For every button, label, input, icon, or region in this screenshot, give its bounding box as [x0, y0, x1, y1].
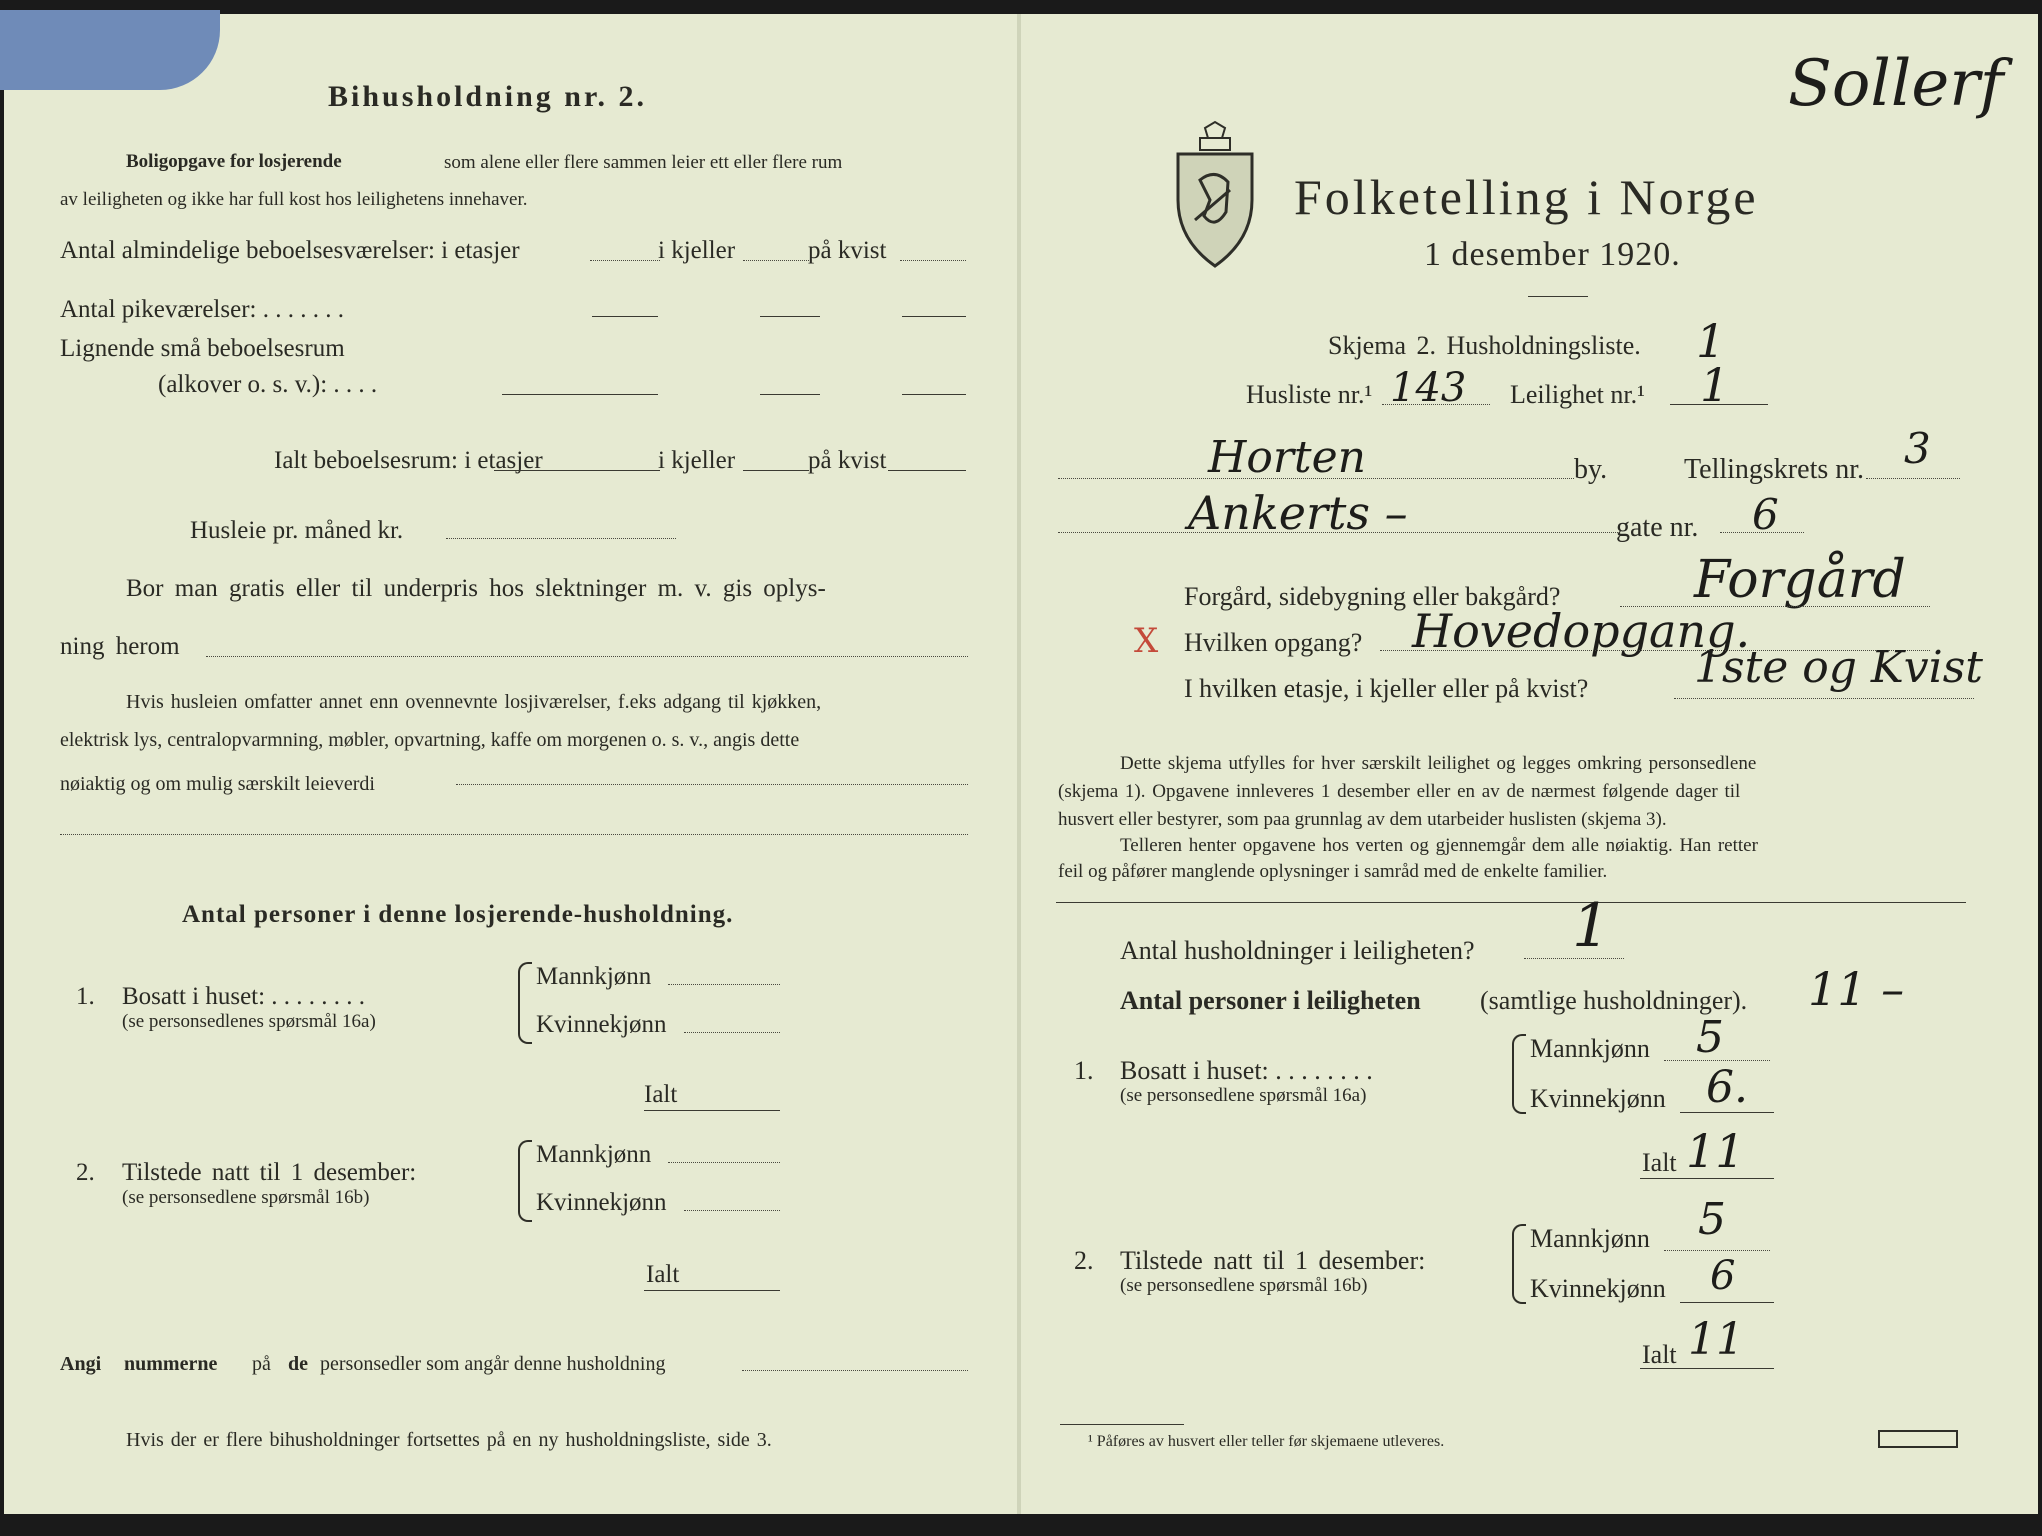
note-rule	[1056, 902, 1966, 903]
gate-label: gate nr.	[1616, 512, 1699, 543]
label-i-kjeller: i kjeller	[658, 237, 736, 264]
forgard-label: Forgård, sidebygning eller bakgård?	[1184, 582, 1561, 611]
right-q1-ialt-field[interactable]	[1640, 1178, 1774, 1179]
opgang-label: Hvilken opgang?	[1184, 628, 1363, 657]
leilighet-value[interactable]: 1	[1700, 358, 1730, 412]
note-1: Dette skjema utfylles for hver særskilt leilighet og legges omkring personsedlene	[1120, 753, 1757, 774]
left-title: Bihusholdning nr. 2.	[328, 80, 648, 113]
personer-value[interactable]: 11 –	[1808, 962, 1905, 1016]
right-q2-mann-field[interactable]	[1664, 1250, 1770, 1251]
note-4: Telleren henter opgavene hos verten og gjennemgår dem alle nøiaktig. Han retter	[1120, 835, 1758, 856]
left-q1-label: Bosatt i huset: . . . . . . . .	[122, 983, 366, 1010]
leilighet-label: Leilighet nr.¹	[1510, 380, 1645, 409]
husliste-value[interactable]: 143	[1390, 365, 1467, 411]
right-q2-kvinne-value[interactable]: 6	[1710, 1253, 1736, 1299]
right-q1-ialt-label: Ialt	[1642, 1148, 1677, 1177]
left-q2-brace	[518, 1140, 532, 1222]
forgard-value[interactable]: Forgård	[1694, 550, 1906, 610]
tellingskrets-value[interactable]: 3	[1904, 424, 1931, 473]
left-q1-mann-field[interactable]	[668, 984, 780, 985]
right-q1-brace	[1512, 1034, 1526, 1114]
angi-field[interactable]	[742, 1370, 968, 1371]
husliste-label: Husliste nr.¹	[1246, 380, 1373, 409]
label-ialt-kjeller: i kjeller	[658, 447, 736, 474]
field-pike-kvist[interactable]	[902, 316, 966, 317]
gate-field[interactable]	[1058, 532, 1618, 533]
right-q1-kvinne-label: Kvinnekjønn	[1530, 1084, 1666, 1113]
field-kjeller[interactable]	[743, 260, 809, 261]
right-q1-mann-value[interactable]: 5	[1696, 1012, 1724, 1063]
angi-text-3: personsedler som angår denne husholdning	[320, 1353, 666, 1375]
field-alkover-kjeller[interactable]	[760, 394, 820, 395]
by-label: by.	[1574, 454, 1608, 485]
field-ialt-etasjer[interactable]	[494, 470, 660, 471]
intro-bold: Boligopgave for losjerende	[126, 151, 342, 172]
right-q1-num: 1.	[1074, 1056, 1094, 1085]
right-q2-ialt-label: Ialt	[1642, 1340, 1677, 1369]
field-kvist[interactable]	[900, 260, 966, 261]
left-q2-num: 2.	[76, 1159, 95, 1186]
row-alkover: (alkover o. s. v.): . . . .	[158, 371, 378, 398]
field-pike-kjeller[interactable]	[760, 316, 820, 317]
right-q2-mann-label: Mannkjønn	[1530, 1224, 1650, 1253]
right-q2-kvinne-field[interactable]	[1680, 1302, 1774, 1303]
right-q2-ialt-field[interactable]	[1640, 1368, 1774, 1369]
right-q2-mann-value[interactable]: 5	[1698, 1194, 1726, 1245]
left-q1-ialt-field[interactable]	[644, 1110, 780, 1111]
field-pike-etasjer[interactable]	[592, 316, 658, 317]
left-q2-mann-field[interactable]	[668, 1162, 780, 1163]
left-q1-kvinne-field[interactable]	[684, 1032, 780, 1033]
antal-personer-heading: Antal personer i denne losjerende-husholdning.	[182, 901, 734, 928]
title-rule	[1528, 296, 1588, 297]
label-ialt-kvist: på kvist	[808, 447, 887, 474]
row-beboelsesvaerelser: Antal almindelige beboelsesværelser: i etasjer	[60, 237, 520, 264]
left-q2-mann-label: Mannkjønn	[536, 1141, 652, 1168]
printer-stamp	[1878, 1430, 1958, 1448]
row-lignende: Lignende små beboelsesrum	[60, 335, 345, 362]
note-3: husvert eller bestyrer, som paa grunnlag av dem utarbeider huslisten (skjema 3).	[1058, 809, 1667, 830]
left-footer: Hvis der er flere bihusholdninger fortsettes på en ny husholdningsliste, side 3.	[126, 1429, 772, 1451]
opgang-value[interactable]: Hovedopgang.	[1412, 604, 1751, 658]
leilighet-field[interactable]	[1670, 404, 1768, 405]
right-q1-kvinne-field[interactable]	[1680, 1112, 1774, 1113]
row-ialt-beboelsesrum: Ialt beboelsesrum: i etasjer	[274, 447, 543, 474]
husholdninger-field[interactable]	[1524, 958, 1624, 959]
page-fold	[1017, 14, 1021, 1514]
field-ialt-kjeller[interactable]	[743, 470, 809, 471]
intro-rest-1: som alene eller flere sammen leier ett eller flere rum	[444, 152, 843, 173]
tellingskrets-field[interactable]	[1866, 478, 1960, 479]
hvis-text-1: Hvis husleien omfatter annet enn ovennevnte losjiværelser, f.eks adgang til kjøkken,	[126, 691, 822, 713]
blue-index-tab	[0, 10, 220, 90]
husleie-field[interactable]	[446, 538, 676, 539]
norway-coat-of-arms-icon	[1170, 120, 1260, 270]
right-q1-sub: (se personsedlene spørsmål 16a)	[1120, 1085, 1367, 1106]
right-q2-label: Tilstede natt til 1 desember:	[1120, 1246, 1426, 1275]
right-q1-label: Bosatt i huset: . . . . . . . .	[1120, 1056, 1373, 1085]
personer-label-rest: (samtlige husholdninger).	[1480, 986, 1748, 1015]
angi-text-bold: nummerne	[124, 1353, 218, 1375]
skjema-hand-value: 1	[1696, 314, 1726, 368]
personer-label-bold: Antal personer i leiligheten	[1120, 986, 1421, 1015]
etasje-label: I hvilken etasje, i kjeller eller på kvist?	[1184, 674, 1589, 703]
footnote-rule	[1060, 1424, 1184, 1425]
bor-text-1: Bor man gratis eller til underpris hos slektninger m. v. gis oplys-	[126, 575, 826, 602]
field-alkover-etasjer[interactable]	[502, 394, 658, 395]
left-q2-kvinne-field[interactable]	[684, 1210, 780, 1211]
husholdninger-label: Antal husholdninger i leiligheten?	[1120, 936, 1475, 965]
bor-field[interactable]	[206, 656, 968, 657]
hvis-text-2: elektrisk lys, centralopvarmning, møbler, opvartning, kaffe om morgenen o. s. v., angis dette	[60, 729, 800, 751]
right-q1-kvinne-value[interactable]: 6.	[1706, 1062, 1748, 1113]
right-q1-ialt-value[interactable]: 11	[1686, 1124, 1745, 1178]
right-q1-mann-label: Mannkjønn	[1530, 1034, 1650, 1063]
left-q2-ialt-field[interactable]	[644, 1290, 780, 1291]
left-q1-brace	[518, 962, 532, 1044]
gate-number-value[interactable]: 6	[1752, 490, 1779, 539]
by-value[interactable]: Horten	[1208, 432, 1366, 483]
angi-text-2: på	[252, 1353, 271, 1375]
left-q2-sub: (se personsedlene spørsmål 16b)	[122, 1187, 370, 1208]
label-pa-kvist: på kvist	[808, 237, 887, 264]
tellingskrets-label: Tellingskrets nr.	[1684, 454, 1865, 485]
left-q2-label: Tilstede natt til 1 desember:	[122, 1159, 417, 1186]
etasje-value[interactable]: 1ste og Kvist	[1694, 642, 1983, 693]
note-2: (skjema 1). Opgavene innleveres 1 desember eller en av de nærmest følgende dager til	[1058, 781, 1741, 802]
leieverdi-field[interactable]	[456, 784, 968, 785]
field-etasjer[interactable]	[590, 260, 660, 261]
left-q1-num: 1.	[76, 983, 95, 1010]
opgang-mark: X	[1134, 621, 1159, 661]
intro-rest-2: av leiligheten og ikke har full kost hos leilighetens innehaver.	[60, 189, 528, 210]
husliste-field[interactable]	[1382, 404, 1490, 405]
right-q1-mann-field[interactable]	[1664, 1060, 1770, 1061]
note-5: feil og påfører manglende oplysninger i samråd med de enkelte familier.	[1058, 861, 1608, 882]
right-title: Folketelling i Norge	[1294, 169, 1759, 225]
gate-value[interactable]: Ankerts –	[1188, 486, 1408, 540]
right-footnote: ¹ Påføres av husvert eller teller før skjemaene utleveres.	[1088, 1433, 1445, 1450]
right-q2-ialt-value[interactable]: 11	[1688, 1314, 1744, 1365]
bor-text-2: ning herom	[60, 633, 180, 660]
field-alkover-kvist[interactable]	[902, 394, 966, 395]
left-q2-ialt-label: Ialt	[646, 1261, 680, 1288]
left-q1-mann-label: Mannkjønn	[536, 963, 652, 990]
left-q1-kvinne-label: Kvinnekjønn	[536, 1011, 667, 1038]
angi-text-1: Angi	[60, 1353, 102, 1375]
husleie-label: Husleie pr. måned kr.	[190, 517, 404, 544]
left-q1-sub: (se personsedlenes spørsmål 16a)	[122, 1011, 376, 1032]
left-q1-ialt-label: Ialt	[644, 1081, 678, 1108]
right-q2-num: 2.	[1074, 1246, 1094, 1275]
leieverdi-field-2[interactable]	[60, 834, 968, 835]
angi-text-bold2: de	[288, 1353, 308, 1375]
skjema-label: Skjema 2. Husholdningsliste.	[1328, 331, 1641, 360]
corner-handwriting: Sollerf	[1788, 47, 2004, 121]
field-ialt-kvist[interactable]	[888, 470, 966, 471]
row-pikevaerelser: Antal pikeværelser: . . . . . . .	[60, 296, 344, 323]
right-q2-brace	[1512, 1224, 1526, 1304]
etasje-field[interactable]	[1674, 698, 1974, 699]
gate-number-field[interactable]	[1720, 532, 1804, 533]
right-q2-kvinne-label: Kvinnekjønn	[1530, 1274, 1666, 1303]
hvis-text-3: nøiaktig og om mulig særskilt leieverdi	[60, 773, 375, 795]
by-field[interactable]	[1058, 478, 1574, 479]
right-q2-sub: (se personsedlene spørsmål 16b)	[1120, 1275, 1368, 1296]
right-date: 1 desember 1920.	[1424, 236, 1681, 273]
left-q2-kvinne-label: Kvinnekjønn	[536, 1189, 667, 1216]
husholdninger-value[interactable]: 1	[1572, 891, 1611, 961]
